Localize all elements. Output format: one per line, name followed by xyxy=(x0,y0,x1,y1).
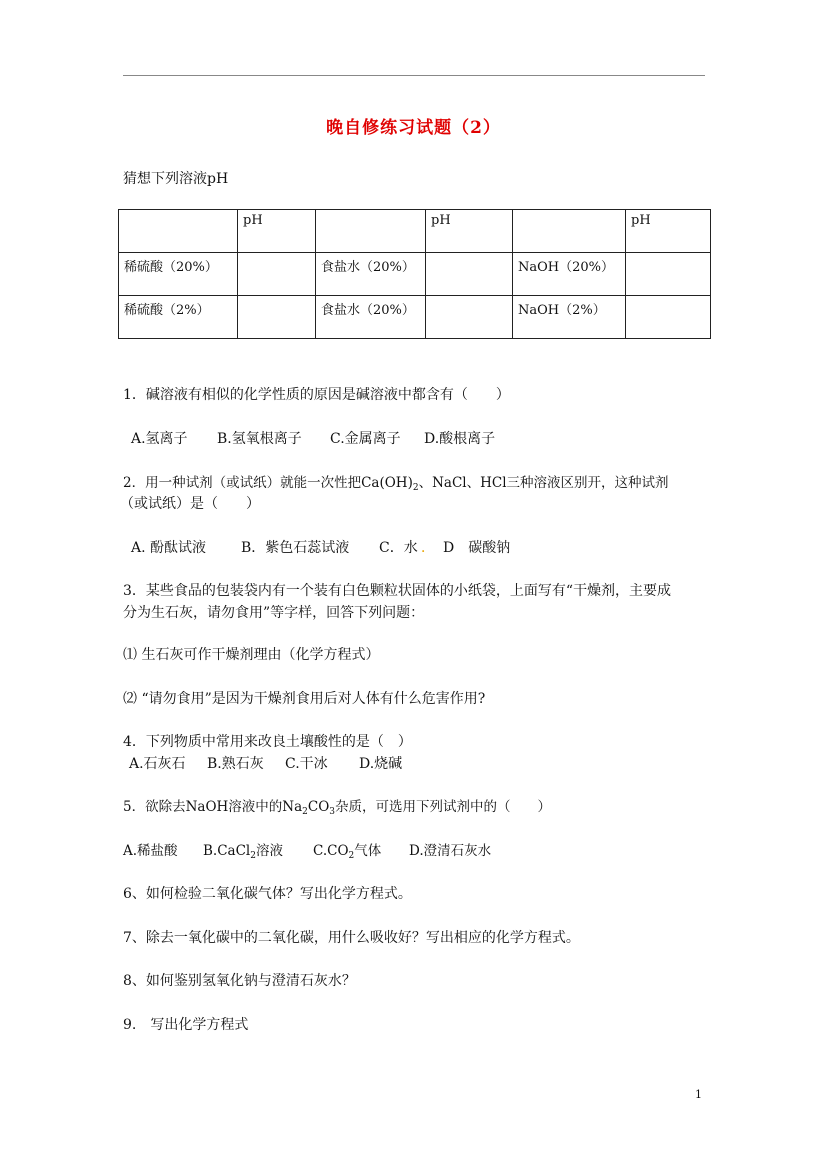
q4-options xyxy=(129,755,402,773)
q1-options xyxy=(131,430,495,448)
q3-line2: 分为生石灰，请勿食用”等字样，回答下列问题： xyxy=(123,605,425,621)
q5-option-b-part: 溶液 xyxy=(255,843,283,859)
table-cell: 食盐水（20%） xyxy=(316,296,426,339)
header-rule xyxy=(123,75,705,76)
q2-option-b: B．紫色石蕊试液 xyxy=(241,540,350,556)
q5-option-b xyxy=(203,842,313,860)
q7-text: 7、除去一氧化碳中的二氧化碳，用什么吸收好？写出相应的化学方程式。 xyxy=(123,930,580,946)
table-cell xyxy=(626,253,711,296)
q2-stem-part: 2．用一种试剂（或试纸）就能一次性把Ca(OH) xyxy=(123,475,413,491)
q5-subscript: 3 xyxy=(329,807,336,817)
table-cell: 稀硫酸（20%） xyxy=(119,253,238,296)
q5-option-c-part: 气体 xyxy=(354,843,382,859)
q5-subscript: 2 xyxy=(348,851,355,861)
table-cell xyxy=(238,296,316,339)
q1-option-c: C.金属离子 xyxy=(330,431,401,447)
q8-text: 8、如何鉴别氢氧化钠与澄清石灰水？ xyxy=(123,973,356,989)
table-cell xyxy=(513,210,626,253)
q3-line1: 3．某些食品的包装袋内有一个装有白色颗粒状固体的小纸袋，上面写有“干燥剂，主要成 xyxy=(123,583,672,599)
q5-subscript: 2 xyxy=(250,851,256,861)
q5-option-d: D.澄清石灰水 xyxy=(409,843,492,859)
q3-sub1: ⑴ 生石灰可作干燥剂理由（化学方程式） xyxy=(123,647,380,663)
table-cell: 食盐水（20%） xyxy=(316,253,426,296)
table-cell: pH xyxy=(238,210,316,253)
table-cell xyxy=(238,253,316,296)
q9-text: 9. 写出化学方程式 xyxy=(123,1017,249,1033)
q5-stem-part: 杂质，可选用下列试剂中的（ ） xyxy=(335,799,552,815)
table-cell xyxy=(426,253,513,296)
table-row xyxy=(119,253,711,296)
q5-stem-part: 5．欲除去NaOH溶液中的Na xyxy=(123,799,303,815)
q4-option-a: A.石灰石 xyxy=(129,756,186,772)
q5-option-b-part: B.CaCl xyxy=(203,843,251,859)
table-cell xyxy=(119,210,238,253)
intro-text: 猜想下列溶液pH xyxy=(123,171,229,187)
q5-option-a: A.稀盐酸 xyxy=(123,843,178,859)
q3-sub2: ⑵ “请勿食用”是因为干燥剂食用后对人体有什么危害作用? xyxy=(123,691,486,707)
page-number: 1 xyxy=(695,1088,702,1101)
q1-stem: 1．碱溶液有相似的化学性质的原因是碱溶液中都含有（ ） xyxy=(123,387,510,403)
q2-options xyxy=(131,539,510,557)
q2-subscript: 2 xyxy=(412,483,419,493)
q5-option-c xyxy=(313,842,409,860)
q1-option-d: D.酸根离子 xyxy=(424,431,496,447)
q5-options xyxy=(123,842,491,860)
q2-option-c: C．水 xyxy=(379,540,418,556)
table-cell xyxy=(316,210,426,253)
q2-option-d: D 碳酸钠 xyxy=(443,540,511,556)
q5-subscript: 2 xyxy=(302,807,308,817)
q5-stem xyxy=(123,798,551,816)
table-cell: 稀硫酸（2%） xyxy=(119,296,238,339)
q2-stem xyxy=(123,474,669,492)
q2-stem-line2: （或试纸）是（ ） xyxy=(120,496,260,512)
table-row xyxy=(119,296,711,339)
table-cell: NaOH（2%） xyxy=(513,296,626,339)
q2-dot-mark: ． xyxy=(421,540,435,556)
ph-table xyxy=(118,209,711,339)
q6-text: 6、如何检验二氧化碳气体？写出化学方程式。 xyxy=(123,886,412,902)
table-cell xyxy=(626,296,711,339)
table-cell: pH xyxy=(426,210,513,253)
table-cell xyxy=(426,296,513,339)
q4-option-d: D.烧碱 xyxy=(359,756,403,772)
q2-option-a: A. 酚酞试液 xyxy=(131,540,207,556)
table-header-row xyxy=(119,210,711,253)
page-title: 晚自修练习试题（2） xyxy=(326,118,501,138)
q5-stem-part: CO xyxy=(307,799,330,815)
table-cell: pH xyxy=(626,210,711,253)
q2-stem-part: 、NaCl、HCl三种溶液区别开，这种试剂 xyxy=(418,475,669,491)
q4-option-b: B.熟石灰 xyxy=(207,756,264,772)
q4-option-c: C.干冰 xyxy=(285,756,328,772)
table-cell: NaOH（20%） xyxy=(513,253,626,296)
q1-option-b: B.氢氧根离子 xyxy=(217,431,302,447)
q4-stem: 4．下列物质中常用来改良土壤酸性的是（ ） xyxy=(123,734,412,750)
q1-option-a: A.氢离子 xyxy=(131,431,188,447)
q5-option-c-part: C.CO xyxy=(313,843,349,859)
